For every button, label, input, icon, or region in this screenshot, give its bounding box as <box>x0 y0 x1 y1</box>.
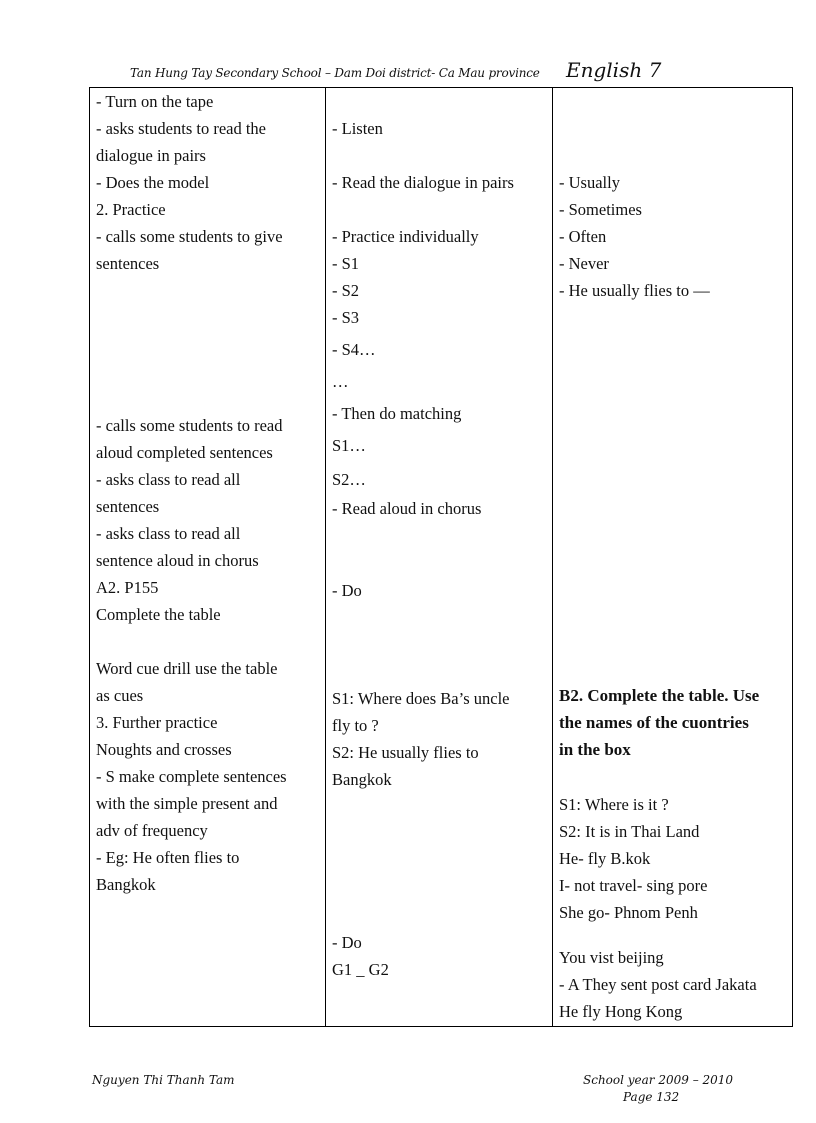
cell-line: dialogue in pairs <box>96 146 206 165</box>
cell-line: 3. Further practice <box>96 713 218 732</box>
cell-line: S2: He usually flies to <box>332 743 479 762</box>
cell-line: - Then do matching <box>332 404 462 423</box>
cell-line: S1… <box>332 436 366 455</box>
cell-line: - Often <box>559 227 607 246</box>
cell-line: Complete the table <box>96 605 221 624</box>
cell-line: - Turn on the tape <box>96 92 214 111</box>
lesson-table <box>89 87 793 1027</box>
cell-line: - Do <box>332 933 362 952</box>
cell-line: I- not travel- sing pore <box>559 876 708 895</box>
cell-line: - S1 <box>332 254 360 273</box>
cell-line: - asks class to read all <box>96 470 241 489</box>
cell-line: S2: It is in Thai Land <box>559 822 700 841</box>
cell-line: - Eg: He often flies to <box>96 848 240 867</box>
cell-line: sentences <box>96 254 160 273</box>
cell-line: Noughts and crosses <box>96 740 232 759</box>
cell-line: fly to ? <box>332 716 379 735</box>
cell-line: - asks class to read all <box>96 524 241 543</box>
cell-line: - Read aloud in chorus <box>332 499 482 518</box>
cell-line: aloud completed sentences <box>96 443 273 462</box>
cell-line: - S2 <box>332 281 360 300</box>
cell-line: Bangkok <box>96 875 156 894</box>
section-heading: the names of the cuontries <box>559 713 749 732</box>
cell-line: - A They sent post card Jakata <box>559 975 757 994</box>
footer-author: Nguyen Thi Thanh Tam <box>92 1073 235 1087</box>
cell-line: … <box>332 372 349 391</box>
cell-line: - S4… <box>332 340 376 359</box>
header-subject: English 7 <box>566 58 662 82</box>
cell-line: - calls some students to read <box>96 416 283 435</box>
footer-page-number: Page 132 <box>623 1090 680 1104</box>
cell-line: Word cue drill use the table <box>96 659 278 678</box>
cell-line: Bangkok <box>332 770 392 789</box>
cell-line: - He usually flies to — <box>559 281 710 300</box>
cell-line: - Never <box>559 254 609 273</box>
cell-line: - Listen <box>332 119 383 138</box>
cell-line: - Read the dialogue in pairs <box>332 173 514 192</box>
section-heading: B2. Complete the table. Use <box>559 686 760 705</box>
cell-line: A2. P155 <box>96 578 159 597</box>
cell-line: - calls some students to give <box>96 227 283 246</box>
cell-line: You vist beijing <box>559 948 664 967</box>
cell-line: sentence aloud in chorus <box>96 551 259 570</box>
footer-school-year: School year 2009 – 2010 <box>583 1073 734 1087</box>
cell-line: He- fly B.kok <box>559 849 651 868</box>
cell-line: with the simple present and <box>96 794 278 813</box>
cell-line: - S3 <box>332 308 360 327</box>
cell-line: G1 _ G2 <box>332 960 389 979</box>
cell-line: as cues <box>96 686 144 705</box>
cell-line: adv of frequency <box>96 821 208 840</box>
header-school: Tan Hung Tay Secondary School – Dam Doi district- Ca Mau province <box>130 66 540 80</box>
cell-line: sentences <box>96 497 160 516</box>
cell-line: - Usually <box>559 173 620 192</box>
section-heading: in the box <box>559 740 631 759</box>
cell-line: - S make complete sentences <box>96 767 287 786</box>
cell-line: He fly Hong Kong <box>559 1002 683 1021</box>
cell-line: S1: Where does Ba’s uncle <box>332 689 510 708</box>
cell-line: - Do <box>332 581 362 600</box>
cell-line: S2… <box>332 470 366 489</box>
cell-line: - asks students to read the <box>96 119 267 138</box>
column-divider <box>325 88 326 1026</box>
cell-line: - Does the model <box>96 173 210 192</box>
cell-line: S1: Where is it ? <box>559 795 669 814</box>
cell-line: 2. Practice <box>96 200 166 219</box>
cell-line: - Practice individually <box>332 227 479 246</box>
cell-line: - Sometimes <box>559 200 642 219</box>
cell-line: She go- Phnom Penh <box>559 903 698 922</box>
column-divider <box>552 88 553 1026</box>
